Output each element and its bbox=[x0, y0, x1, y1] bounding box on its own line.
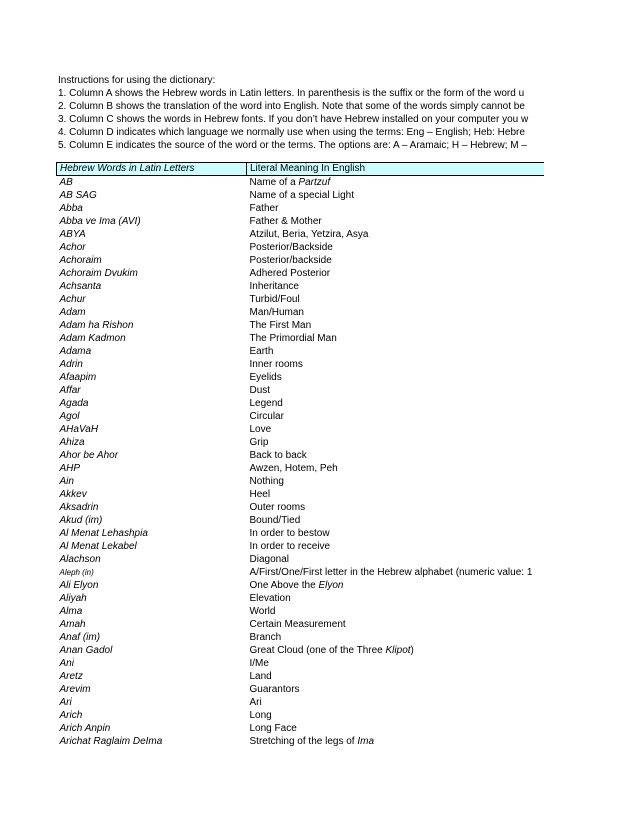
meaning-cell bbox=[247, 657, 545, 670]
meaning-text: Heel bbox=[249, 489, 271, 500]
table-row bbox=[57, 501, 545, 514]
meaning-cell bbox=[247, 371, 545, 384]
table-row bbox=[57, 306, 545, 319]
meaning-cell bbox=[247, 332, 545, 345]
meaning-cell bbox=[247, 709, 545, 722]
meaning-cell bbox=[247, 462, 545, 475]
meaning-cell bbox=[247, 293, 545, 306]
meaning-text: Stretching of the legs of bbox=[249, 736, 358, 747]
meaning-text: Father & Mother bbox=[249, 216, 322, 227]
hebrew-word-cell: Adam ha Rishon bbox=[59, 320, 134, 331]
hebrew-word-cell: Aleph (in) bbox=[59, 568, 94, 577]
meaning-text: Father bbox=[249, 203, 279, 214]
meaning-text: Great Cloud (one of the Three bbox=[249, 645, 386, 656]
table-row bbox=[57, 683, 545, 696]
meaning-cell bbox=[247, 176, 545, 190]
meaning-cell bbox=[247, 553, 545, 566]
meaning-text: A/First/One/First letter in the Hebrew alphabet (numeric value: 1 bbox=[249, 567, 533, 578]
hebrew-word-cell: Ain bbox=[59, 476, 74, 487]
meaning-cell bbox=[247, 423, 545, 436]
meaning-cell bbox=[247, 631, 545, 644]
hebrew-word-cell: Anaf (im) bbox=[59, 632, 101, 643]
header-literal-meaning: Literal Meaning In English bbox=[247, 163, 545, 176]
table-row bbox=[57, 475, 545, 488]
table-row bbox=[57, 423, 545, 436]
hebrew-word-cell: Arichat Raglaim DeIma bbox=[59, 736, 163, 747]
table-row bbox=[57, 293, 545, 306]
hebrew-word-cell: Amah bbox=[59, 619, 86, 630]
hebrew-word-cell: Ahiza bbox=[59, 437, 85, 448]
hebrew-word-cell: Akud (im) bbox=[59, 515, 103, 526]
hebrew-word-cell: Arevim bbox=[59, 684, 91, 695]
meaning-cell bbox=[247, 319, 545, 332]
instruction-line: 1. Column A shows the Hebrew words in Latin letters. In parenthesis is the suffix or the form of the word u bbox=[58, 88, 525, 99]
table-row bbox=[57, 579, 545, 592]
hebrew-word-cell: Arich Anpin bbox=[59, 723, 111, 734]
table-row bbox=[57, 241, 545, 254]
instructions-title: Instructions for using the dictionary: bbox=[58, 75, 216, 86]
table-row bbox=[57, 462, 545, 475]
table-row bbox=[57, 319, 545, 332]
meaning-cell bbox=[247, 488, 545, 501]
meaning-cell bbox=[247, 384, 545, 397]
meaning-text: Turbid/Foul bbox=[249, 294, 300, 305]
meaning-text: Posterior/backside bbox=[249, 255, 332, 266]
meaning-cell bbox=[247, 267, 545, 280]
hebrew-word-cell: Adama bbox=[59, 346, 92, 357]
table-row bbox=[57, 436, 545, 449]
meaning-text: Name of a special Light bbox=[249, 190, 355, 201]
meaning-cell bbox=[247, 397, 545, 410]
table-row bbox=[57, 215, 545, 228]
meaning-cell bbox=[247, 228, 545, 241]
meaning-text: Diagonal bbox=[249, 554, 289, 565]
table-row bbox=[57, 228, 545, 241]
meaning-cell bbox=[247, 241, 545, 254]
table-row bbox=[57, 176, 545, 190]
meaning-cell bbox=[247, 280, 545, 293]
instructions-block bbox=[58, 74, 544, 152]
instruction-line: 2. Column B shows the translation of the word into English. Note that some of the words simply cannot be bbox=[58, 101, 525, 112]
meaning-text: Earth bbox=[249, 346, 274, 357]
table-row bbox=[57, 280, 545, 293]
hebrew-word-cell: Abba bbox=[59, 203, 83, 214]
meaning-cell bbox=[247, 566, 545, 579]
dictionary-table bbox=[56, 162, 544, 748]
table-row bbox=[57, 332, 545, 345]
meaning-text: Atzilut, Beria, Yetzira, Asya bbox=[249, 229, 369, 240]
hebrew-word-cell: Ari bbox=[59, 697, 72, 708]
meaning-text: Posterior/Backside bbox=[249, 242, 333, 253]
meaning-text: Long bbox=[249, 710, 272, 721]
hebrew-word-cell: Afaapim bbox=[59, 372, 97, 383]
table-row bbox=[57, 358, 545, 371]
hebrew-word-cell: Achsanta bbox=[59, 281, 102, 292]
meaning-text: Circular bbox=[249, 411, 284, 422]
meaning-text: Long Face bbox=[249, 723, 297, 734]
instruction-line: 4. Column D indicates which language we normally use when using the terms: Eng – English; Heb: Hebre bbox=[58, 127, 525, 138]
meaning-cell bbox=[247, 618, 545, 631]
meaning-text: Man/Human bbox=[249, 307, 304, 318]
meaning-text: Inheritance bbox=[249, 281, 299, 292]
meaning-text: Outer rooms bbox=[249, 502, 306, 513]
hebrew-word-cell: Achoraim Dvukim bbox=[59, 268, 138, 279]
meaning-text: One Above the bbox=[249, 580, 319, 591]
meaning-text: World bbox=[249, 606, 276, 617]
hebrew-word-cell: Abba ve Ima (AVI) bbox=[59, 216, 141, 227]
hebrew-word-cell: Aliyah bbox=[59, 593, 87, 604]
meaning-italic-term: Elyon bbox=[318, 580, 344, 591]
table-row bbox=[57, 202, 545, 215]
meaning-cell bbox=[247, 410, 545, 423]
meaning-cell bbox=[247, 683, 545, 696]
meaning-suffix: ) bbox=[410, 645, 414, 656]
hebrew-word-cell: Achor bbox=[59, 242, 86, 253]
hebrew-word-cell: Aksadrin bbox=[59, 502, 99, 513]
meaning-text: Ari bbox=[249, 697, 262, 708]
table-row bbox=[57, 592, 545, 605]
meaning-text: Inner rooms bbox=[249, 359, 303, 370]
meaning-cell bbox=[247, 540, 545, 553]
meaning-text: Branch bbox=[249, 632, 282, 643]
meaning-text: Awzen, Hotem, Peh bbox=[249, 463, 338, 474]
table-row bbox=[57, 553, 545, 566]
hebrew-word-cell: Al Menat Lekabel bbox=[59, 541, 137, 552]
meaning-text: Dust bbox=[249, 385, 271, 396]
table-row bbox=[57, 254, 545, 267]
hebrew-word-cell: AHP bbox=[59, 463, 81, 474]
meaning-text: The Primordial Man bbox=[249, 333, 337, 344]
table-row bbox=[57, 514, 545, 527]
meaning-text: Nothing bbox=[249, 476, 284, 487]
meaning-cell bbox=[247, 527, 545, 540]
meaning-text: Love bbox=[249, 424, 272, 435]
table-row bbox=[57, 631, 545, 644]
table-row bbox=[57, 618, 545, 631]
table-row bbox=[57, 735, 545, 748]
meaning-cell bbox=[247, 735, 545, 748]
meaning-text: Name of a bbox=[249, 177, 299, 188]
header-hebrew-words: Hebrew Words in Latin Letters bbox=[57, 163, 247, 176]
table-row bbox=[57, 605, 545, 618]
meaning-cell bbox=[247, 501, 545, 514]
table-row bbox=[57, 657, 545, 670]
hebrew-word-cell: Affar bbox=[59, 385, 81, 396]
table-row bbox=[57, 722, 545, 735]
table-row bbox=[57, 449, 545, 462]
table-row bbox=[57, 696, 545, 709]
meaning-cell bbox=[247, 189, 545, 202]
hebrew-word-cell: Ahor be Ahor bbox=[59, 450, 119, 461]
meaning-text: In order to receive bbox=[249, 541, 331, 552]
hebrew-word-cell: Agol bbox=[59, 411, 80, 422]
table-row bbox=[57, 189, 545, 202]
meaning-text: Certain Measurement bbox=[249, 619, 346, 630]
meaning-text: Land bbox=[249, 671, 272, 682]
hebrew-word-cell: Adam bbox=[59, 307, 86, 318]
hebrew-word-cell: AHaVaH bbox=[59, 424, 99, 435]
meaning-text: I/Me bbox=[249, 658, 269, 669]
meaning-cell bbox=[247, 579, 545, 592]
table-row bbox=[57, 267, 545, 280]
table-row bbox=[57, 709, 545, 722]
table-row bbox=[57, 644, 545, 657]
hebrew-word-cell: Alachson bbox=[59, 554, 101, 565]
hebrew-word-cell: Ali Elyon bbox=[59, 580, 99, 591]
hebrew-word-cell: Ani bbox=[59, 658, 74, 669]
meaning-text: Guarantors bbox=[249, 684, 300, 695]
hebrew-word-cell: Akkev bbox=[59, 489, 87, 500]
hebrew-word-cell: Al Menat Lehashpia bbox=[59, 528, 148, 539]
hebrew-word-cell: Agada bbox=[59, 398, 89, 409]
hebrew-word-cell: Adam Kadmon bbox=[59, 333, 126, 344]
meaning-cell bbox=[247, 215, 545, 228]
meaning-cell bbox=[247, 514, 545, 527]
meaning-italic-term: Ima bbox=[357, 736, 375, 747]
table-row bbox=[57, 384, 545, 397]
table-row bbox=[57, 670, 545, 683]
meaning-text: The First Man bbox=[249, 320, 312, 331]
table-row bbox=[57, 566, 545, 579]
meaning-text: Elevation bbox=[249, 593, 291, 604]
meaning-cell bbox=[247, 722, 545, 735]
table-row bbox=[57, 488, 545, 501]
meaning-italic-term: Klipot bbox=[385, 645, 411, 656]
table-row bbox=[57, 371, 545, 384]
hebrew-word-cell: Arich bbox=[59, 710, 83, 721]
meaning-text: Grip bbox=[249, 437, 269, 448]
meaning-text: Eyelids bbox=[249, 372, 282, 383]
table-row bbox=[57, 345, 545, 358]
hebrew-word-cell: AB SAG bbox=[59, 190, 97, 201]
meaning-text: Legend bbox=[249, 398, 283, 409]
meaning-cell bbox=[247, 644, 545, 657]
meaning-cell bbox=[247, 254, 545, 267]
meaning-text: Bound/Tied bbox=[249, 515, 301, 526]
instruction-line: 5. Column E indicates the source of the word or the terms. The options are: A – Aramaic; H – Hebrew; M – bbox=[58, 140, 527, 151]
hebrew-word-cell: AB bbox=[59, 177, 73, 188]
meaning-text: Adhered Posterior bbox=[249, 268, 331, 279]
header-row bbox=[57, 163, 545, 176]
meaning-italic-term: Partzuf bbox=[298, 177, 331, 188]
table-row bbox=[57, 397, 545, 410]
meaning-cell bbox=[247, 592, 545, 605]
hebrew-word-cell: Aretz bbox=[59, 671, 83, 682]
table-row bbox=[57, 410, 545, 423]
hebrew-word-cell: Adrin bbox=[59, 359, 83, 370]
meaning-cell bbox=[247, 475, 545, 488]
meaning-cell bbox=[247, 345, 545, 358]
meaning-text: In order to bestow bbox=[249, 528, 330, 539]
instruction-line: 3. Column C shows the words in Hebrew fonts. If you don’t have Hebrew installed on your computer you w bbox=[58, 114, 529, 125]
meaning-cell bbox=[247, 670, 545, 683]
hebrew-word-cell: ABYA bbox=[59, 229, 86, 240]
table-body bbox=[57, 176, 545, 749]
hebrew-word-cell: Anan Gadol bbox=[59, 645, 113, 656]
meaning-cell bbox=[247, 449, 545, 462]
meaning-cell bbox=[247, 436, 545, 449]
meaning-text: Back to back bbox=[249, 450, 307, 461]
table-row bbox=[57, 527, 545, 540]
meaning-cell bbox=[247, 306, 545, 319]
meaning-cell bbox=[247, 358, 545, 371]
meaning-cell bbox=[247, 696, 545, 709]
hebrew-word-cell: Alma bbox=[59, 606, 83, 617]
meaning-cell bbox=[247, 202, 545, 215]
dictionary-table-wrap bbox=[56, 162, 544, 748]
meaning-cell bbox=[247, 605, 545, 618]
hebrew-word-cell: Achur bbox=[59, 294, 86, 305]
hebrew-word-cell: Achoraim bbox=[59, 255, 102, 266]
table-row bbox=[57, 540, 545, 553]
